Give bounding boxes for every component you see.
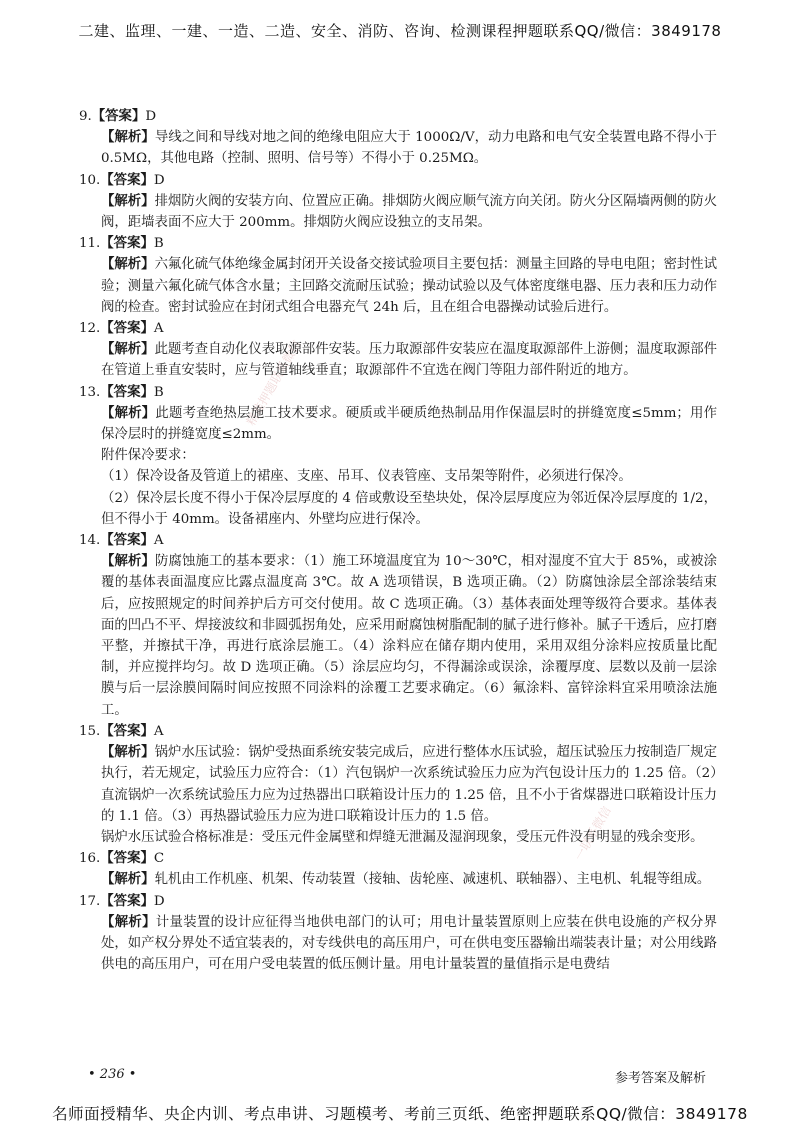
answer-value: B <box>153 236 164 252</box>
answer-line <box>79 382 717 403</box>
analysis-text: 导线之间和导线对地之间的绝缘电阻应大于 1000Ω/V，动力电路和电气安全装置电路不得小于 0.5MΩ，其他电路（控制、照明、信号等）不得小于 0.25MΩ。 <box>101 130 717 167</box>
section-title: 参考答案及解析 <box>614 1071 706 1086</box>
question-number: 11. <box>79 236 101 252</box>
analysis-paragraph <box>79 191 717 233</box>
analysis-paragraph <box>79 742 717 827</box>
answer-value: A <box>153 723 164 739</box>
answer-entry <box>79 530 717 721</box>
analysis-text: 锅炉水压试验合格标准是：受压元件金属壁和焊缝无泄漏及湿润现象，受压元件没有明显的残余变形。 <box>101 829 704 845</box>
analysis-paragraph <box>79 551 717 721</box>
answer-entry <box>79 382 717 530</box>
analysis-text: 锅炉水压试验：锅炉受热面系统安装完成后，应进行整体水压试验，超压试验压力按制造厂规定执行，若无规定，试验压力应符合：（1）汽包锅炉一次系统试验压力应为汽包设计压力的 1.25 倍。（2）直流锅炉一次系统试验压力应为过热器出口联箱设计压力的 1.25 倍，且不小于省煤器进口联箱设计压力的 1.1 倍。（3）再热器试验压力应为进口联箱设计压力的 1.5 倍。 <box>101 745 718 824</box>
answer-label: 【答案】 <box>100 383 154 400</box>
analysis-label: 【解析】 <box>101 192 155 209</box>
answer-label: 【答案】 <box>100 892 154 909</box>
analysis-text: （2）保冷层长度不得小于保冷层厚度的 4 倍或敷设至垫块处，保冷层厚度应为邻近保冷层厚度的 1/2，但不得小于 40mm。设备裙座内、外壁均应进行保冷。 <box>101 490 717 527</box>
answer-value: D <box>153 172 165 188</box>
answer-value: B <box>153 384 164 400</box>
answer-line <box>79 170 717 191</box>
answer-line <box>79 530 717 551</box>
analysis-label: 【解析】 <box>101 129 155 146</box>
analysis-text: （1）保冷设备及管道上的裙座、支座、吊耳、仪表管座、支吊架等附件，必须进行保冷。 <box>101 469 632 485</box>
analysis-text: 附件保冷要求： <box>101 448 195 464</box>
answer-label: 【答案】 <box>100 722 154 739</box>
analysis-label: 【解析】 <box>101 913 156 930</box>
analysis-paragraph <box>79 403 717 445</box>
analysis-label: 【解析】 <box>101 256 155 273</box>
answer-label: 【答案】 <box>100 532 154 549</box>
watermark: 精准押题联系微信 <box>243 337 304 428</box>
analysis-text: 计量装置的设计应征得当地供电部门的认可；用电计量装置原则上应装在供电设施的产权分界处，如产权分界处不适宜装表的，对专线供电的高压用户，可在供电变压器输出端装表计量；对公用线路供电的高压用户，可在用户受电装置的低压侧计量。用电计量装置的量值指示是电费结 <box>101 914 718 973</box>
answer-label: 【答案】 <box>100 171 154 188</box>
question-number: 12. <box>79 321 101 337</box>
answer-entry <box>79 233 717 318</box>
answer-line <box>79 891 717 912</box>
answer-entry <box>79 106 717 170</box>
answer-label: 【答案】 <box>100 320 154 337</box>
question-number: 13. <box>79 384 101 400</box>
analysis-label: 【解析】 <box>101 341 155 358</box>
analysis-text: 防腐蚀施工的基本要求：（1）施工环境温度宜为 10～30℃，相对湿度不宜大于 85%，或被涂覆的基体表面温度应比露点温度高 3℃。故 A 选项错误，B 选项正确。（2）防腐蚀涂层全部涂装结束后，应按照规定的时间养护后方可交付使用。故 C 选项正确。（3）基体表面处理等级符合要求。基体表面的凹凸不平、焊接波纹和非圆弧拐角处，应采用耐腐蚀树脂配制的腻子进行修补。腻子干透后，应打磨平整，并擦拭干净，再进行底涂层施工。（4）涂料应在储存期内使用，采用双组分涂料应按质量比配制，并应搅拌均匀。故 D 选项正确。（5）涂层应均匀，不得漏涂或误涂，涂覆厚度、层数以及前一层涂膜与后一层涂膜间隔时间应按照不同涂料的涂覆工艺要求确定。（6）氟涂料、富锌涂料宜采用喷涂法施工。 <box>101 554 718 718</box>
answer-entry <box>79 848 717 890</box>
analysis-paragraph <box>79 912 717 976</box>
analysis-text: 六氟化硫气体绝缘金属封闭开关设备交接试验项目主要包括：测量主回路的导电电阻；密封性试验；测量六氟化硫气体含水量；主回路交流耐压试验；操动试验以及气体密度继电器、压力表和压力动作阀的检查。密封试验应在封闭式组合电器充气 24h 后，且在组合电器操动试验后进行。 <box>101 257 718 315</box>
analysis-text: 此题考查绝热层施工技术要求。硬质或半硬质绝热制品用作保温层时的拼缝宽度≤5mm；用作保冷层时的拼缝宽度≤2mm。 <box>101 405 717 443</box>
answer-entry <box>79 721 717 848</box>
answer-line <box>79 106 717 127</box>
answer-entry <box>79 891 717 976</box>
answer-line <box>79 721 717 742</box>
analysis-label: 【解析】 <box>101 404 156 421</box>
answer-line <box>79 233 717 254</box>
answer-label: 【答案】 <box>100 850 154 867</box>
header-banner: 二建、监理、一建、一造、二造、安全、消防、咨询、检测课程押题联系QQ/微信：3849178 <box>78 22 722 40</box>
question-number: 17. <box>79 893 101 909</box>
analysis-paragraph <box>79 827 717 848</box>
analysis-label: 【解析】 <box>101 871 155 888</box>
analysis-paragraph <box>79 127 717 169</box>
question-number: 15. <box>79 723 101 739</box>
analysis-text: 此题考查自动化仪表取源部件安装。压力取源部件安装应在温度取源部件上游侧；温度取源部件在管道上垂直安装时，应与管道轴线垂直；取源部件不宜选在阀门等阻力部件附近的地方。 <box>101 342 718 379</box>
answer-content <box>79 106 717 975</box>
answer-value: A <box>153 533 164 549</box>
question-number: 9. <box>79 109 92 124</box>
footer-banner: 名师面授精华、央企内训、考点串讲、习题模考、考前三页纸、绝密押题联系QQ/微信：3849178 <box>52 1105 748 1123</box>
answer-value: C <box>153 851 165 867</box>
analysis-text: 排烟防火阀的安装方向、位置应正确。排烟防火阀应顺气流方向关闭。防火分区隔墙两侧的防火阀，距墙表面不应大于 200mm。排烟防火阀应设独立的支吊架。 <box>101 193 718 231</box>
answer-entry <box>79 170 717 234</box>
analysis-paragraph <box>79 466 717 487</box>
page-number: • 236 • <box>88 1067 137 1082</box>
question-number: 16. <box>79 851 101 867</box>
analysis-paragraph <box>79 445 717 466</box>
analysis-paragraph <box>79 869 717 890</box>
analysis-label: 【解析】 <box>101 553 155 570</box>
analysis-text: 轧机由工作机座、机架、传动装置（接轴、齿轮座、减速机、联轴器）、主电机、轧辊等组成。 <box>154 872 711 888</box>
analysis-paragraph <box>79 254 717 318</box>
answer-line <box>79 848 717 869</box>
watermark: 一联系微信 <box>571 804 614 863</box>
analysis-paragraph <box>79 339 717 381</box>
question-number: 14. <box>79 533 101 549</box>
answer-label: 【答案】 <box>100 235 154 252</box>
analysis-label: 【解析】 <box>101 744 155 761</box>
answer-value: D <box>145 109 157 124</box>
analysis-paragraph <box>79 488 717 530</box>
answer-label: 【答案】 <box>91 108 146 124</box>
answer-entry <box>79 318 717 382</box>
answer-value: A <box>153 321 164 337</box>
answer-line <box>79 318 717 339</box>
question-number: 10. <box>79 172 101 188</box>
answer-value: D <box>153 893 165 909</box>
